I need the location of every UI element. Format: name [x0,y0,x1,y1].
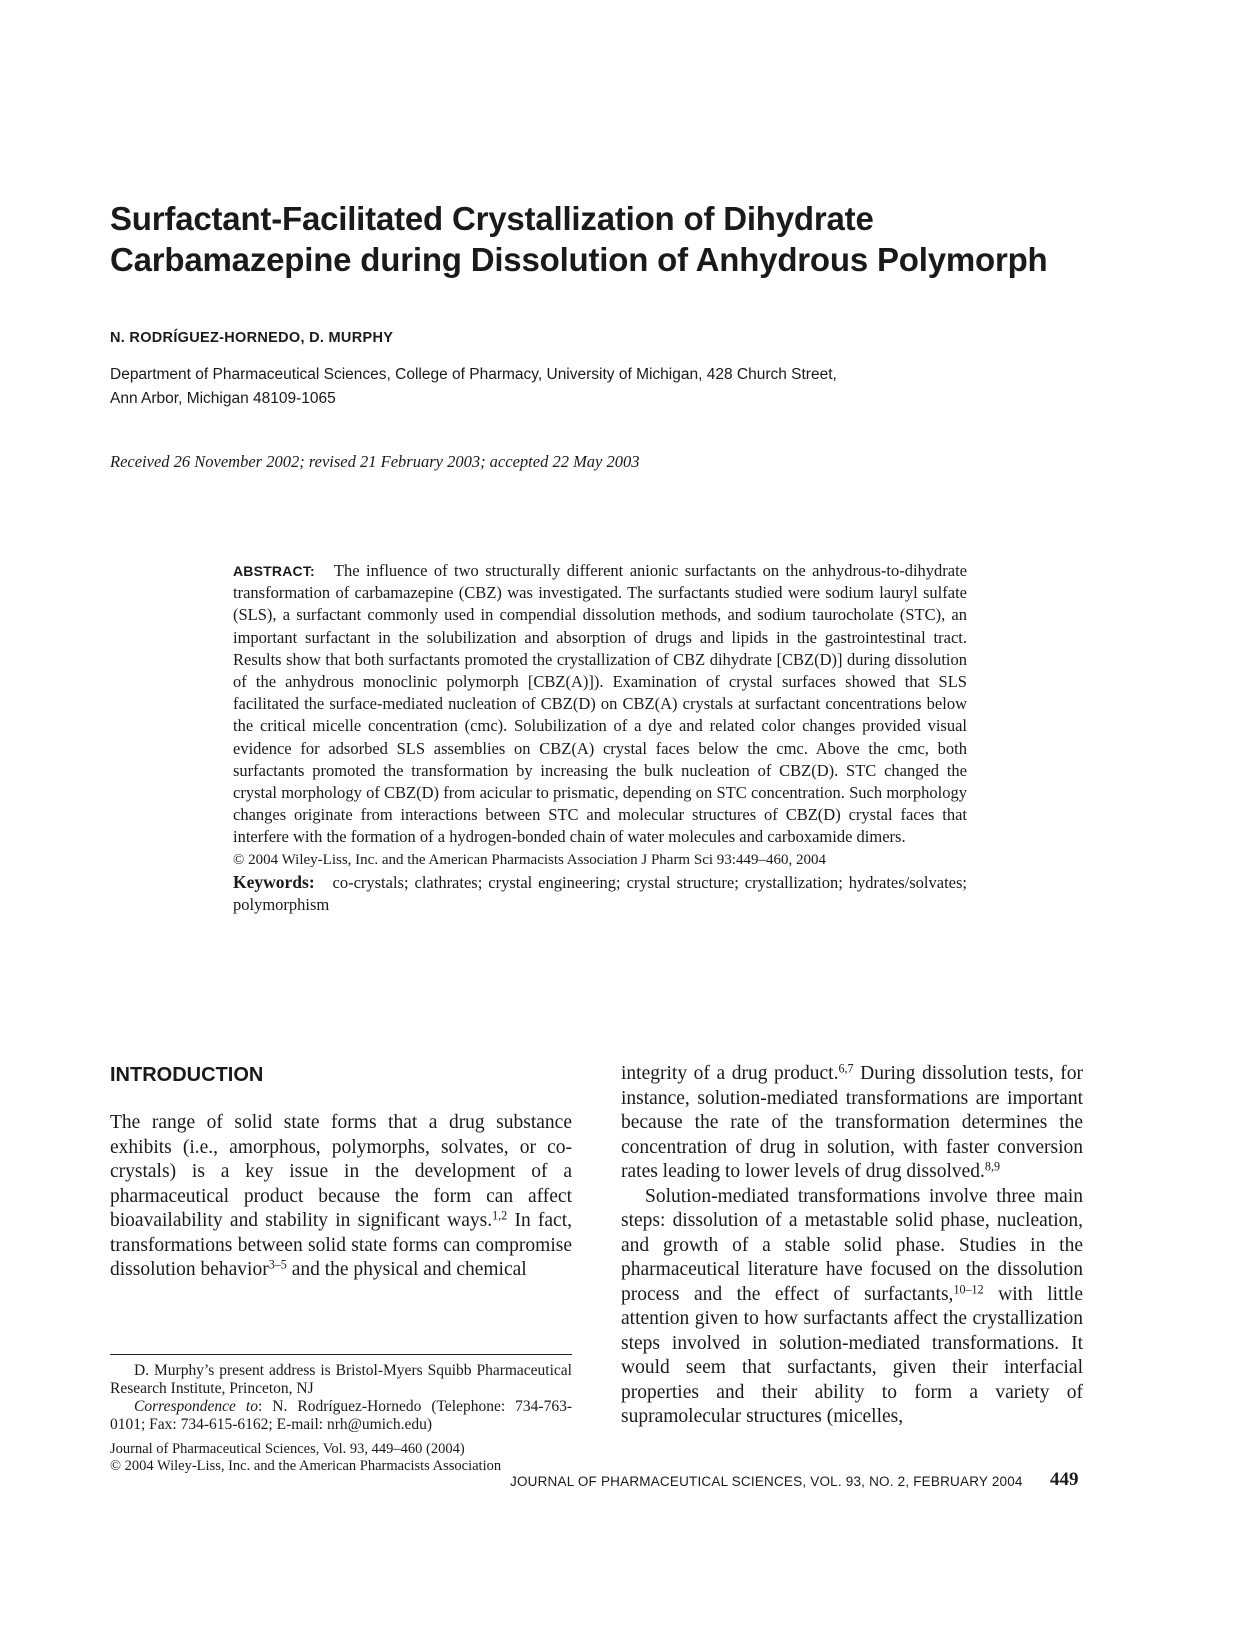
footnote-address: D. Murphy’s present address is Bristol-Myers Squibb Pharmaceutical Research Institute, Princeton, NJ [110,1362,572,1397]
footnote-correspondence [110,1398,572,1434]
running-footer: JOURNAL OF PHARMACEUTICAL SCIENCES, VOL. 93, NO. 2, FEBRUARY 2004 [510,1474,1023,1489]
intro-text: with little attention given to how surfactants affect the crystallization steps involved in solution-mediated transformations. It would seem that surfactants, given their interfacial properties and their ability to form a variety of supramolecular structures (micelles, [621,1283,1083,1427]
citation-ref: 10–12 [953,1281,984,1296]
publication-info [110,1441,572,1475]
citation-ref: 1,2 [492,1208,508,1223]
keywords-label: Keywords: [233,871,315,892]
intro-paragraph-2 [621,1185,1083,1430]
abstract-copyright: © 2004 Wiley-Liss, Inc. and the American Pharmacists Association J Pharm Sci 93:449–460, 2004 [233,851,826,868]
author-list: N. RODRÍGUEZ-HORNEDO, D. MURPHY [110,330,394,346]
correspondence-text: : N. Rodríguez-Hornedo (Telephone: 734-763-0101; Fax: 734-615-6162; E-mail: nrh@umich.edu) [110,1398,572,1433]
received-dates: Received 26 November 2002; revised 21 February 2003; accepted 22 May 2003 [110,452,640,471]
journal-info: Journal of Pharmaceutical Sciences, Vol. 93, 449–460 (2004) [110,1441,465,1457]
citation-ref: 3–5 [268,1257,287,1272]
abstract-paragraph [233,560,967,849]
right-column [621,1062,1083,1430]
citation-ref: 6,7 [838,1061,854,1076]
abstract-text: The influence of two structurally different anionic surfactants on the anhydrous-to-dihydrate transformation of carbamazepine (CBZ) was investigated. The surfactants studied were sodium lauryl sulfate (SLS), a surfactant commonly used in compendial dissolution methods, and sodium taurocholate (STC), an important surfactant in the solubilization and absorption of drugs and lipids in the gastrointestinal tract. Results show that both surfactants promoted the crystallization of CBZ dihydrate [CBZ(D)] during dissolution of the anhydrous monoclinic polymorph [CBZ(A)]). Examination of crystal surfaces showed that SLS facilitated the surface-mediated nucleation of CBZ(D) on CBZ(A) crystals at surfactant concentrations below the critical micelle concentration (cmc). Solubilization of a dye and related color changes provided visual evidence for adsorbed SLS assemblies on CBZ(A) crystal faces below the cmc. Above the cmc, both surfactants promoted the transformation by increasing the bulk nucleation of CBZ(D). STC changed the crystal morphology of CBZ(D) from acicular to prismatic, depending on STC concentration. Such morphology changes originate from interactions between STC and molecular structures of CBZ(D) crystal faces that interfere with the formation of a hydrogen-bonded chain of water molecules and carboxamide dimers. [233,561,968,847]
abstract-label: ABSTRACT: [233,563,315,579]
title-line-1: Surfactant-Facilitated Crystallization of Dihydrate [110,200,874,237]
intro-text: During dissolution tests, for instance, solution-mediated transformations are important because the rate of the transformation determines the concentration of drug in solution, with faster conversion rates leading to lower levels of drug dissolved. [621,1063,1084,1182]
intro-paragraph-continued [621,1062,1083,1185]
keywords-line [233,871,967,916]
footnote-copyright: © 2004 Wiley-Liss, Inc. and the American Pharmacists Association [110,1458,502,1474]
intro-text: In fact, transformations between solid state forms can compromise dissolution behavior [110,1210,572,1280]
intro-text: The range of solid state forms that a drug substance exhibits (i.e., amorphous, polymorphs, solvates, or co-crystals) is a key issue in the development of a pharmaceutical product because the form can affect bioavailability and stability in significant ways. [110,1112,572,1231]
abstract-block [233,560,967,916]
intro-text: integrity of a drug product. [621,1063,839,1084]
intro-text: and the physical and chemical [286,1259,527,1280]
title-line-2: Carbamazepine during Dissolution of Anhydrous Polymorph [110,241,1048,278]
affiliation: Department of Pharmaceutical Sciences, College of Pharmacy, University of Michigan, 428 Church Street, Ann Arbor, Michigan 48109-1065 [110,366,837,407]
footnotes [110,1362,572,1475]
intro-text: Solution-mediated transformations involve three main steps: dissolution of a metastable solid phase, nucleation, and growth of a stable solid phase. Studies in the pharmaceutical literature have focused on the dissolution process and the effect of surfactants, [621,1185,1083,1305]
page-number: 449 [1050,1469,1079,1490]
footnote-divider [110,1354,572,1355]
citation-ref: 8,9 [984,1159,1001,1174]
keywords-text: co-crystals; clathrates; crystal engineering; crystal structure; crystallization; hydrates/solvates; polymorphism [233,872,967,915]
article-title [110,198,1130,280]
intro-paragraph-1 [110,1111,572,1283]
correspondence-label: Correspondence to [134,1398,258,1415]
section-heading-introduction: INTRODUCTION [110,1064,264,1086]
left-column [110,1111,572,1283]
